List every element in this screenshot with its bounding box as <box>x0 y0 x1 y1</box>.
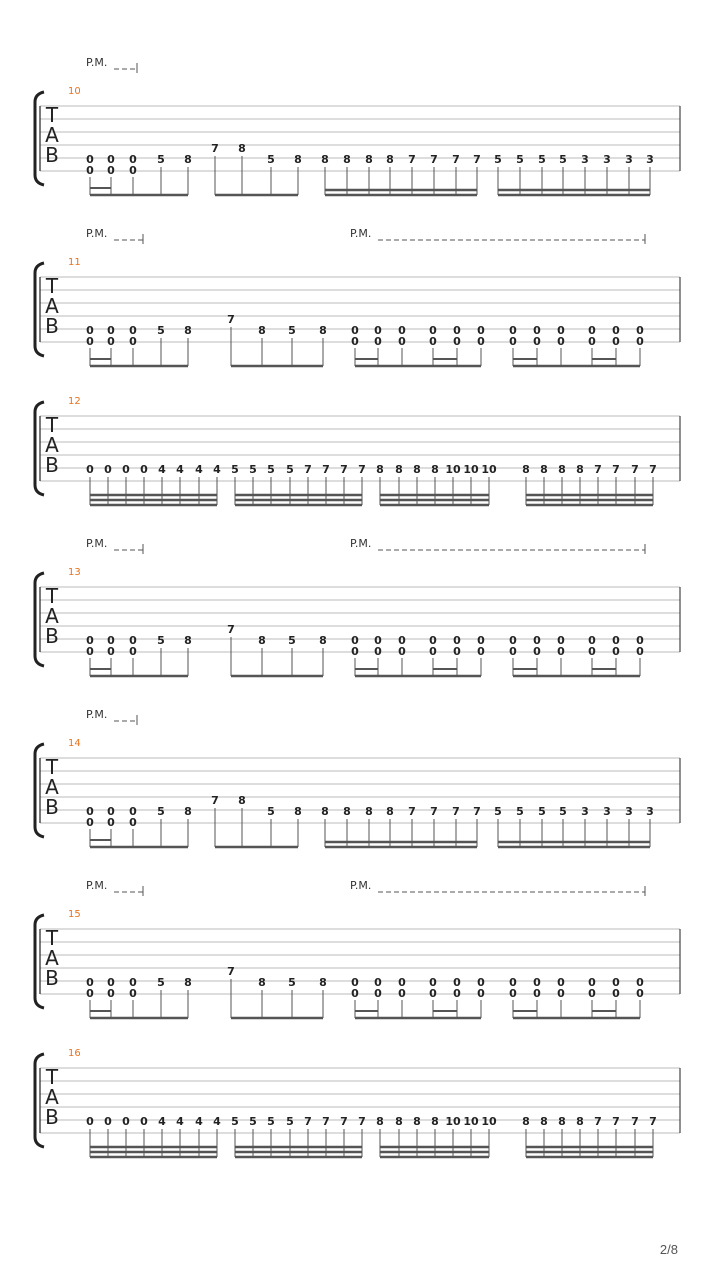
fret-number: 0 <box>107 164 115 177</box>
fret-number: 3 <box>603 805 611 818</box>
fret-number: 5 <box>157 324 165 337</box>
fret-number: 0 <box>86 987 94 1000</box>
fret-number: 0 <box>398 634 406 647</box>
fret-number: 0 <box>86 634 94 647</box>
tab-clef-letter: A <box>45 433 59 457</box>
fret-number: 10 <box>445 1115 461 1128</box>
fret-number: 10 <box>445 463 461 476</box>
fret-number: 8 <box>321 153 329 166</box>
measure-number: 13 <box>68 567 81 578</box>
fret-number: 8 <box>184 324 192 337</box>
fret-number: 5 <box>157 976 165 989</box>
fret-number: 0 <box>477 335 485 348</box>
fret-number: 0 <box>107 335 115 348</box>
fret-number: 0 <box>107 987 115 1000</box>
fret-number: 5 <box>267 1115 275 1128</box>
tab-clef-letter: B <box>45 1105 59 1129</box>
fret-number: 0 <box>129 164 137 177</box>
fret-number: 0 <box>351 335 359 348</box>
fret-number: 4 <box>195 1115 203 1128</box>
fret-number: 0 <box>86 976 94 989</box>
fret-number: 3 <box>625 153 633 166</box>
fret-number: 0 <box>429 324 437 337</box>
tab-clef-letter: A <box>45 1085 59 1109</box>
tab-clef-letter: T <box>45 413 59 437</box>
fret-number: 7 <box>304 1115 312 1128</box>
tab-clef-letter: A <box>45 123 59 147</box>
fret-number: 0 <box>398 976 406 989</box>
fret-number: 4 <box>176 463 184 476</box>
fret-number: 7 <box>227 965 235 978</box>
fret-number: 8 <box>376 1115 384 1128</box>
palm-mute-label: P.M. <box>86 537 108 550</box>
fret-number: 0 <box>557 335 565 348</box>
fret-number: 4 <box>195 463 203 476</box>
fret-number: 0 <box>86 164 94 177</box>
fret-number: 0 <box>140 1115 148 1128</box>
fret-number: 8 <box>540 463 548 476</box>
fret-number: 0 <box>429 335 437 348</box>
fret-number: 0 <box>612 335 620 348</box>
fret-number: 0 <box>557 976 565 989</box>
fret-number: 7 <box>612 463 620 476</box>
fret-number: 5 <box>267 805 275 818</box>
fret-number: 3 <box>581 153 589 166</box>
fret-number: 0 <box>129 645 137 658</box>
fret-number: 0 <box>612 634 620 647</box>
tab-clef-letter: A <box>45 775 59 799</box>
fret-number: 0 <box>86 645 94 658</box>
fret-number: 8 <box>343 805 351 818</box>
fret-number: 8 <box>184 976 192 989</box>
fret-number: 0 <box>374 645 382 658</box>
fret-number: 7 <box>211 794 219 807</box>
fret-number: 0 <box>588 634 596 647</box>
fret-number: 0 <box>86 1115 94 1128</box>
fret-number: 0 <box>636 335 644 348</box>
fret-number: 0 <box>398 324 406 337</box>
fret-number: 5 <box>249 463 257 476</box>
page-number: 2/8 <box>659 1242 678 1257</box>
fret-number: 8 <box>321 805 329 818</box>
fret-number: 5 <box>249 1115 257 1128</box>
fret-number: 0 <box>477 987 485 1000</box>
fret-number: 4 <box>158 463 166 476</box>
fret-number: 8 <box>184 634 192 647</box>
measure-number: 11 <box>68 257 81 268</box>
fret-number: 8 <box>238 142 246 155</box>
fret-number: 8 <box>365 153 373 166</box>
fret-number: 8 <box>258 324 266 337</box>
fret-number: 5 <box>559 153 567 166</box>
fret-number: 0 <box>588 987 596 1000</box>
fret-number: 0 <box>107 816 115 829</box>
fret-number: 5 <box>286 463 294 476</box>
fret-number: 5 <box>267 463 275 476</box>
fret-number: 0 <box>509 976 517 989</box>
fret-number: 3 <box>625 805 633 818</box>
fret-number: 7 <box>304 463 312 476</box>
fret-number: 0 <box>612 645 620 658</box>
fret-number: 8 <box>376 463 384 476</box>
fret-number: 5 <box>494 805 502 818</box>
fret-number: 0 <box>86 153 94 166</box>
fret-number: 7 <box>594 463 602 476</box>
fret-number: 10 <box>481 1115 497 1128</box>
fret-number: 7 <box>649 463 657 476</box>
fret-number: 0 <box>557 987 565 1000</box>
tab-clef-letter: T <box>45 755 59 779</box>
fret-number: 0 <box>86 324 94 337</box>
fret-number: 5 <box>231 463 239 476</box>
fret-number: 7 <box>227 313 235 326</box>
fret-number: 8 <box>238 794 246 807</box>
fret-number: 0 <box>588 335 596 348</box>
fret-number: 7 <box>358 463 366 476</box>
fret-number: 7 <box>594 1115 602 1128</box>
fret-number: 7 <box>430 805 438 818</box>
fret-number: 0 <box>429 976 437 989</box>
fret-number: 5 <box>286 1115 294 1128</box>
fret-number: 3 <box>646 805 654 818</box>
fret-number: 8 <box>258 976 266 989</box>
fret-number: 8 <box>319 634 327 647</box>
fret-number: 7 <box>211 142 219 155</box>
fret-number: 0 <box>129 805 137 818</box>
fret-number: 8 <box>431 1115 439 1128</box>
fret-number: 8 <box>576 463 584 476</box>
fret-number: 5 <box>288 976 296 989</box>
fret-number: 3 <box>603 153 611 166</box>
fret-number: 8 <box>258 634 266 647</box>
fret-number: 0 <box>107 976 115 989</box>
fret-number: 0 <box>122 463 130 476</box>
fret-number: 0 <box>86 335 94 348</box>
measure-number: 16 <box>68 1048 81 1059</box>
fret-number: 0 <box>104 463 112 476</box>
fret-number: 5 <box>288 324 296 337</box>
palm-mute-label: P.M. <box>86 708 108 721</box>
fret-number: 0 <box>351 987 359 1000</box>
fret-number: 7 <box>340 1115 348 1128</box>
fret-number: 0 <box>533 976 541 989</box>
fret-number: 0 <box>533 634 541 647</box>
fret-number: 0 <box>453 335 461 348</box>
fret-number: 0 <box>557 634 565 647</box>
fret-number: 5 <box>559 805 567 818</box>
fret-number: 0 <box>636 634 644 647</box>
fret-number: 8 <box>386 805 394 818</box>
fret-number: 0 <box>107 153 115 166</box>
fret-number: 0 <box>477 976 485 989</box>
fret-number: 3 <box>581 805 589 818</box>
tab-clef-letter: T <box>45 1065 59 1089</box>
fret-number: 8 <box>522 463 530 476</box>
fret-number: 0 <box>636 324 644 337</box>
palm-mute-label: P.M. <box>86 56 108 69</box>
tab-clef-letter: B <box>45 624 59 648</box>
fret-number: 0 <box>129 153 137 166</box>
fret-number: 7 <box>631 1115 639 1128</box>
fret-number: 8 <box>395 1115 403 1128</box>
palm-mute-label: P.M. <box>350 537 372 550</box>
fret-number: 7 <box>452 805 460 818</box>
fret-number: 8 <box>319 324 327 337</box>
fret-number: 0 <box>86 463 94 476</box>
fret-number: 0 <box>129 976 137 989</box>
fret-number: 0 <box>533 645 541 658</box>
tab-clef-letter: B <box>45 795 59 819</box>
fret-number: 0 <box>453 987 461 1000</box>
fret-number: 5 <box>267 153 275 166</box>
fret-number: 0 <box>636 645 644 658</box>
fret-number: 0 <box>636 976 644 989</box>
fret-number: 0 <box>509 645 517 658</box>
tab-clef-letter: A <box>45 294 59 318</box>
tab-clef-letter: T <box>45 274 59 298</box>
fret-number: 0 <box>557 324 565 337</box>
fret-number: 8 <box>294 153 302 166</box>
fret-number: 7 <box>322 1115 330 1128</box>
fret-number: 0 <box>453 976 461 989</box>
measure-number: 12 <box>68 396 81 407</box>
fret-number: 0 <box>533 987 541 1000</box>
fret-number: 8 <box>184 805 192 818</box>
fret-number: 0 <box>509 634 517 647</box>
fret-number: 0 <box>374 335 382 348</box>
fret-number: 0 <box>477 645 485 658</box>
fret-number: 4 <box>213 463 221 476</box>
tab-clef-letter: B <box>45 143 59 167</box>
tab-clef-letter: A <box>45 946 59 970</box>
palm-mute-label: P.M. <box>350 227 372 240</box>
fret-number: 0 <box>129 987 137 1000</box>
fret-number: 0 <box>374 634 382 647</box>
tab-clef-letter: T <box>45 926 59 950</box>
fret-number: 8 <box>365 805 373 818</box>
fret-number: 8 <box>343 153 351 166</box>
fret-number: 5 <box>516 805 524 818</box>
fret-number: 0 <box>374 324 382 337</box>
fret-number: 0 <box>612 987 620 1000</box>
fret-number: 5 <box>231 1115 239 1128</box>
fret-number: 0 <box>104 1115 112 1128</box>
fret-number: 8 <box>294 805 302 818</box>
fret-number: 0 <box>107 634 115 647</box>
fret-number: 7 <box>631 463 639 476</box>
fret-number: 0 <box>129 816 137 829</box>
tab-clef-letter: B <box>45 966 59 990</box>
fret-number: 0 <box>588 645 596 658</box>
measure-number: 14 <box>68 738 81 749</box>
fret-number: 0 <box>509 987 517 1000</box>
fret-number: 0 <box>107 645 115 658</box>
fret-number: 8 <box>576 1115 584 1128</box>
fret-number: 7 <box>227 623 235 636</box>
fret-number: 10 <box>463 1115 479 1128</box>
fret-number: 5 <box>538 153 546 166</box>
fret-number: 0 <box>107 805 115 818</box>
fret-number: 8 <box>395 463 403 476</box>
fret-number: 8 <box>431 463 439 476</box>
fret-number: 5 <box>538 805 546 818</box>
fret-number: 8 <box>386 153 394 166</box>
fret-number: 0 <box>509 335 517 348</box>
fret-number: 0 <box>533 335 541 348</box>
fret-number: 0 <box>374 976 382 989</box>
fret-number: 8 <box>558 1115 566 1128</box>
tab-clef-letter: B <box>45 314 59 338</box>
fret-number: 4 <box>158 1115 166 1128</box>
fret-number: 0 <box>533 324 541 337</box>
fret-number: 7 <box>612 1115 620 1128</box>
fret-number: 8 <box>184 153 192 166</box>
fret-number: 0 <box>453 324 461 337</box>
fret-number: 7 <box>408 805 416 818</box>
fret-number: 0 <box>140 463 148 476</box>
fret-number: 0 <box>557 645 565 658</box>
fret-number: 3 <box>646 153 654 166</box>
fret-number: 8 <box>319 976 327 989</box>
fret-number: 0 <box>398 335 406 348</box>
fret-number: 0 <box>429 987 437 1000</box>
palm-mute-label: P.M. <box>86 227 108 240</box>
fret-number: 0 <box>477 634 485 647</box>
fret-number: 0 <box>351 634 359 647</box>
measure-number: 10 <box>68 86 81 97</box>
fret-number: 0 <box>122 1115 130 1128</box>
fret-number: 4 <box>176 1115 184 1128</box>
fret-number: 0 <box>398 645 406 658</box>
fret-number: 0 <box>429 645 437 658</box>
fret-number: 0 <box>351 324 359 337</box>
tab-clef-letter: A <box>45 604 59 628</box>
fret-number: 7 <box>358 1115 366 1128</box>
fret-number: 0 <box>612 324 620 337</box>
palm-mute-label: P.M. <box>350 879 372 892</box>
fret-number: 7 <box>340 463 348 476</box>
fret-number: 4 <box>213 1115 221 1128</box>
fret-number: 7 <box>473 805 481 818</box>
fret-number: 10 <box>463 463 479 476</box>
fret-number: 8 <box>558 463 566 476</box>
fret-number: 8 <box>522 1115 530 1128</box>
fret-number: 5 <box>516 153 524 166</box>
fret-number: 0 <box>107 324 115 337</box>
fret-number: 0 <box>588 976 596 989</box>
fret-number: 7 <box>649 1115 657 1128</box>
fret-number: 5 <box>157 634 165 647</box>
fret-number: 0 <box>453 634 461 647</box>
fret-number: 5 <box>157 805 165 818</box>
fret-number: 0 <box>86 816 94 829</box>
fret-number: 7 <box>452 153 460 166</box>
tab-clef-letter: T <box>45 584 59 608</box>
fret-number: 0 <box>612 976 620 989</box>
fret-number: 0 <box>129 634 137 647</box>
fret-number: 0 <box>129 324 137 337</box>
fret-number: 0 <box>429 634 437 647</box>
fret-number: 10 <box>481 463 497 476</box>
fret-number: 5 <box>157 153 165 166</box>
palm-mute-label: P.M. <box>86 879 108 892</box>
fret-number: 8 <box>540 1115 548 1128</box>
fret-number: 0 <box>509 324 517 337</box>
tab-clef-letter: T <box>45 103 59 127</box>
fret-number: 0 <box>588 324 596 337</box>
tab-clef-letter: B <box>45 453 59 477</box>
fret-number: 0 <box>477 324 485 337</box>
fret-number: 0 <box>453 645 461 658</box>
fret-number: 5 <box>288 634 296 647</box>
fret-number: 7 <box>473 153 481 166</box>
fret-number: 0 <box>86 805 94 818</box>
fret-number: 7 <box>430 153 438 166</box>
fret-number: 0 <box>351 645 359 658</box>
fret-number: 0 <box>398 987 406 1000</box>
fret-number: 7 <box>408 153 416 166</box>
fret-number: 0 <box>374 987 382 1000</box>
measure-number: 15 <box>68 909 81 920</box>
fret-number: 8 <box>413 1115 421 1128</box>
fret-number: 0 <box>129 335 137 348</box>
fret-number: 7 <box>322 463 330 476</box>
fret-number: 8 <box>413 463 421 476</box>
fret-number: 0 <box>351 976 359 989</box>
fret-number: 5 <box>494 153 502 166</box>
fret-number: 0 <box>636 987 644 1000</box>
